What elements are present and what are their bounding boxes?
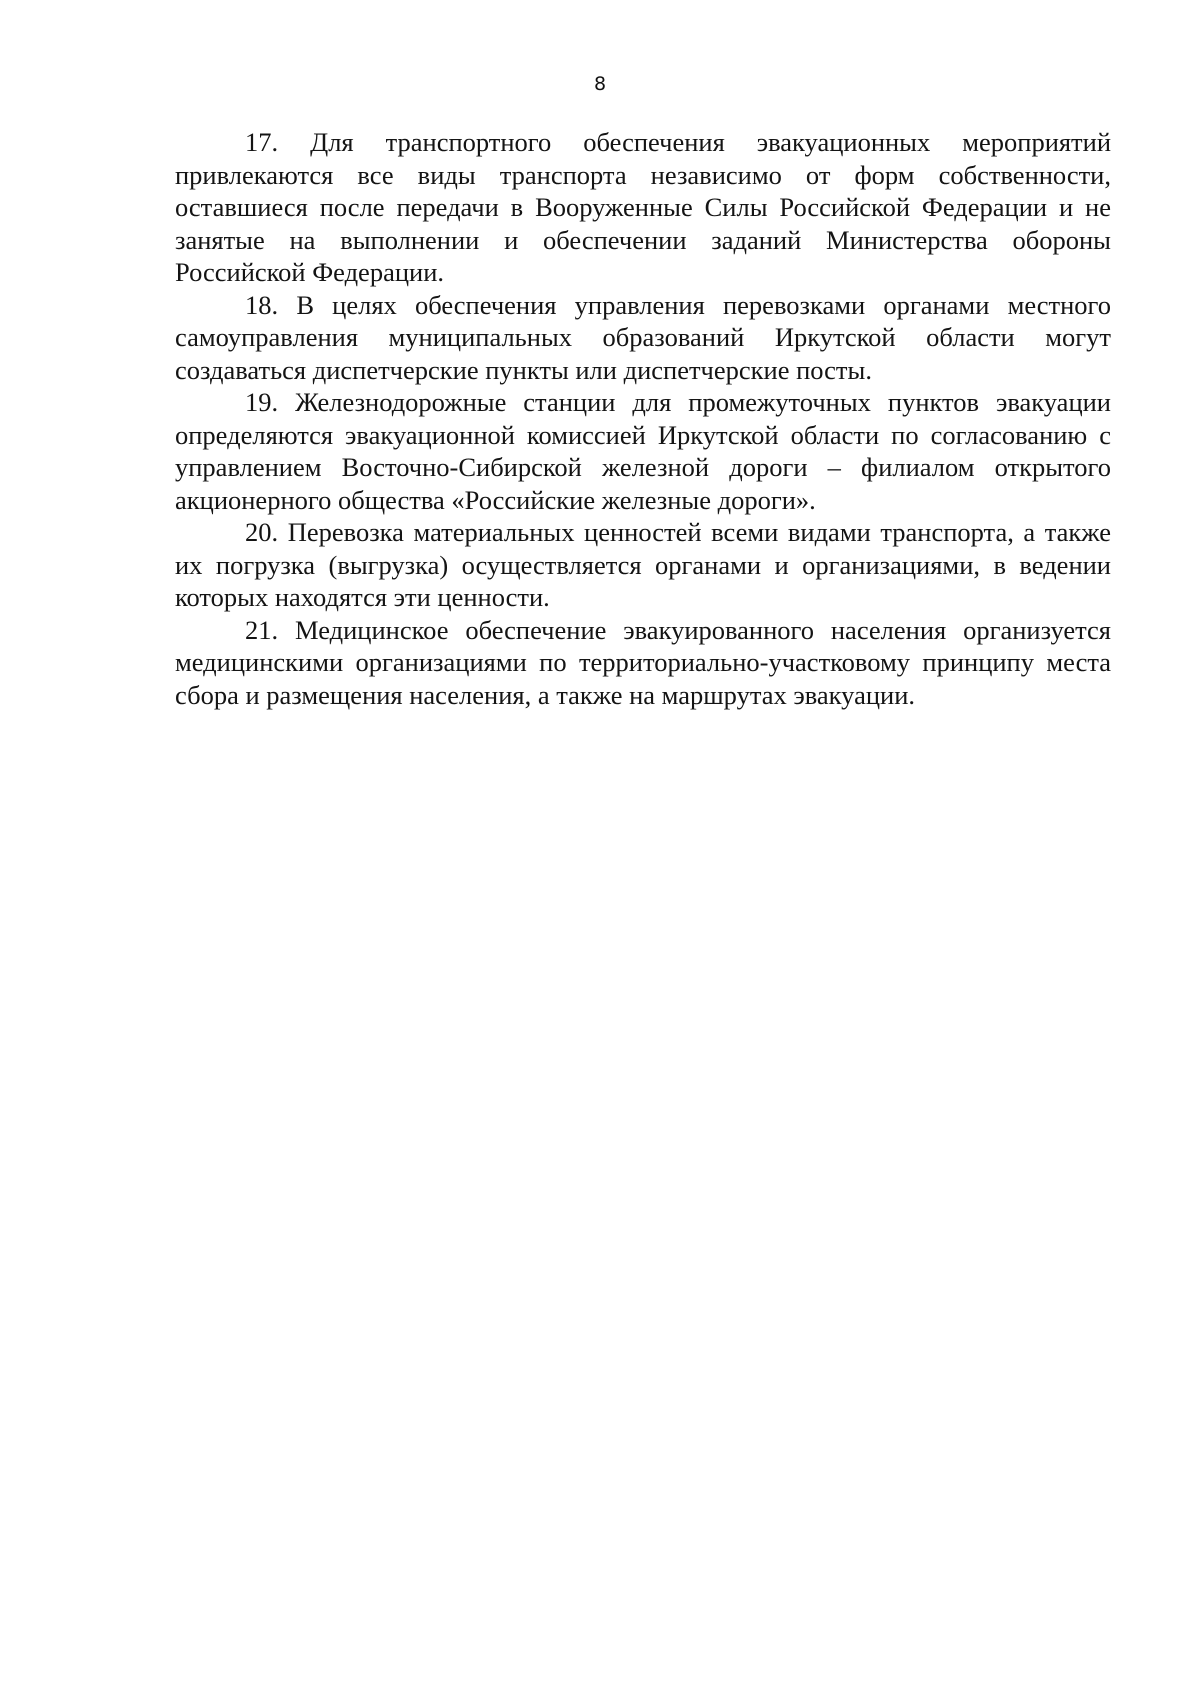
paragraph-18: [175, 289, 1111, 387]
paragraph-text: Перевозка материальных ценностей всеми видами транспорта, а также их погрузка (выгрузка) осуществляется органами и организациями, в ведении которых находятся эти ценности.: [175, 517, 1112, 612]
paragraph-number: 19.: [245, 387, 279, 417]
paragraph-number: 20.: [245, 517, 279, 547]
paragraph-number: 17.: [245, 127, 279, 157]
paragraph-number: 21.: [245, 614, 279, 645]
paragraph-number: 18.: [245, 289, 279, 320]
paragraph-text: Для транспортного обеспечения эвакуационных мероприятий привлекаются все виды транспорта независимо от форм собственности, оставшиеся после передачи в Вооруженные Силы Российской Федерации и не занятые на выполнении и обеспечении заданий Министерства обороны Российской Федерации.: [175, 127, 1112, 287]
paragraph-17: [175, 126, 1111, 289]
paragraph-text: Медицинское обеспечение эвакуированного населения организуется медицинскими организациями по территориально-участковому принципу места сбора и размещения населения, а также на маршрутах эвакуации.: [175, 614, 1111, 710]
page-number: 8: [593, 73, 607, 95]
paragraph-19: [175, 386, 1111, 516]
paragraph-21: [175, 614, 1111, 712]
paragraph-text: Железнодорожные станции для промежуточных пунктов эвакуации определяются эвакуационной комиссией Иркутской области по согласованию с управлением Восточно-Сибирской железной дороги – филиалом открытого акционерного общества «Российские железные дороги».: [175, 387, 1111, 515]
paragraph-20: [175, 516, 1111, 614]
document-body: [175, 126, 1111, 711]
paragraph-text: В целях обеспечения управления перевозками органами местного самоуправления муниципальных образований Иркутской области могут создаваться диспетчерские пункты или диспетчерские посты.: [175, 289, 1111, 385]
